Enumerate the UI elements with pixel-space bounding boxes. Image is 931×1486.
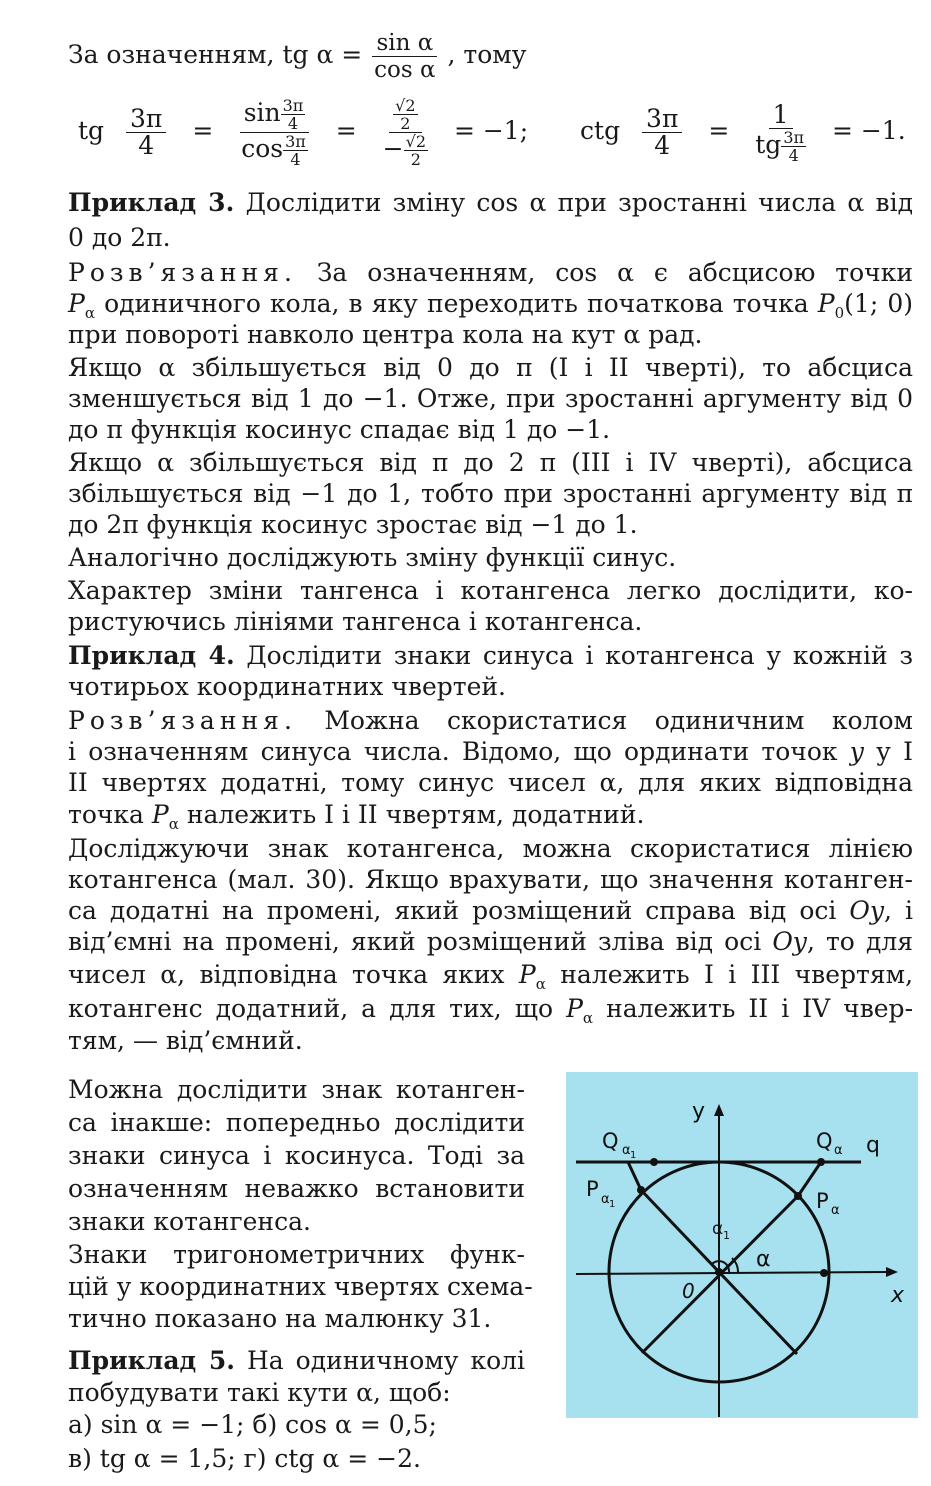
sqrt2-top-neg: √2 <box>405 132 426 151</box>
tg-word: tg <box>755 129 782 159</box>
ctg-symbol: ctg <box>580 116 621 145</box>
origin-point <box>715 1268 723 1276</box>
oy-axis-name: Oy <box>772 927 807 956</box>
point-p-alpha <box>794 1192 802 1200</box>
para7-line4 <box>68 927 913 957</box>
para7-text3a: са додатні на промені, який розміщений справа від осі <box>68 896 837 925</box>
para7-line1: Досліджуючи знак котангенса, можна скористатися лінією <box>68 834 913 863</box>
fraction-denominator: cos α <box>374 57 436 83</box>
example3-label: Приклад 3. <box>68 188 235 217</box>
alpha-sub: α <box>582 1009 594 1027</box>
ctg-arg-numerator: 3π <box>642 106 682 133</box>
para8-line2: са інакше: попередньо дослідити <box>68 1108 525 1137</box>
para7-text6d: належить II і IV чвер- <box>606 994 914 1023</box>
tangent-definition-line <box>68 30 526 83</box>
sqrt-denominator <box>379 133 432 168</box>
q-alpha1-label: Q <box>602 1129 619 1153</box>
segment-p1-q1 <box>628 1162 641 1190</box>
point-coords: (1; 0) <box>844 289 914 318</box>
para3-line2: збільшується від −1 до 1, тобто при зростанні аргументу від π <box>68 479 913 508</box>
para8-line3: знаки синуса і косинуса. Тоді за <box>68 1141 525 1170</box>
para2-line3: до π функція косинус спадає від 1 до −1. <box>68 415 611 444</box>
p-alpha1-sub: α <box>601 1192 610 1207</box>
sin-arg-num: 3π <box>282 96 304 115</box>
para9-line1: Знаки тригонометричних функ- <box>68 1240 525 1269</box>
para5-line1: Характер зміни тангенса і котангенса легко дослідити, ко- <box>68 576 913 605</box>
tangent-cotangent-formula <box>78 86 906 176</box>
equals-sign: = <box>192 116 214 145</box>
para9-line3: тично показано на малюнку 31. <box>68 1304 492 1333</box>
cos-arg-den: 4 <box>290 150 301 169</box>
q-alpha1-sub1: 1 <box>630 1150 637 1161</box>
y-axis-label: y <box>692 1099 706 1124</box>
minus-sign: − <box>382 134 404 163</box>
para8-line1: Можна дослідити знак котанген- <box>68 1075 525 1104</box>
p-symbol: P <box>518 960 536 989</box>
para7-text3c: , і <box>884 896 913 925</box>
cos-denominator <box>237 133 312 168</box>
para7-text4a: від’ємні на промені, який розміщений зліва від осі <box>68 927 762 956</box>
para7-text6a: котангенс додатний, а для тих, що <box>68 994 554 1023</box>
para2-line1: Якщо α збільшується від 0 до π (I і II чверті), то абсциса <box>68 353 913 382</box>
point-p0 <box>820 1269 828 1277</box>
para3-line1: Якщо α збільшується від π до 2 π (III і IV чверті), абсциса <box>68 448 913 477</box>
para3-line3: до 2π функція косинус зростає від −1 до 1. <box>68 510 638 539</box>
sin-over-cos-fraction <box>237 97 312 168</box>
example3-line2: 0 до 2π. <box>68 223 171 252</box>
q-alpha-label: Q <box>816 1129 833 1153</box>
example4-text: Дослідити знаки синуса і котангенса у кожній з <box>246 641 913 670</box>
solution2-line2 <box>68 737 913 767</box>
cos-word: cos <box>241 134 284 163</box>
x-axis-arrow <box>886 1267 898 1277</box>
sqrt2-over-2 <box>393 97 417 132</box>
para2-line2: зменшується від 1 до −1. Отже, при зростанні аргументу від 0 <box>68 384 913 413</box>
point-p-alpha1 <box>637 1186 645 1194</box>
sin-cos-fraction <box>370 30 439 83</box>
p-alpha-label: P <box>816 1189 829 1213</box>
q-line-label: q <box>866 1133 880 1158</box>
alpha-sub: α <box>84 304 95 322</box>
arg-denominator: 4 <box>138 131 155 160</box>
para8-line5: знаки котангенса. <box>68 1207 311 1236</box>
definition-tail: , тому <box>447 40 527 69</box>
equals-sign: = <box>335 116 357 145</box>
solution-label: Розв’язання. <box>68 258 297 287</box>
solution2-text4: точка <box>68 800 144 829</box>
example5-line2: побудувати такі кути α, щоб: <box>68 1378 451 1407</box>
p-symbol: P <box>566 994 583 1023</box>
two-bottom-neg: 2 <box>410 150 421 169</box>
solution1-line3: при повороті навколо центра кола на кут α рад. <box>68 320 703 349</box>
y-axis-arrow <box>714 1104 724 1116</box>
p-alpha-sub: α <box>831 1203 840 1218</box>
p-alpha1-label: P <box>586 1177 599 1201</box>
point-q-alpha1 <box>650 1158 658 1166</box>
solution2-text5: належить I і II чвертям, додатний. <box>186 800 645 829</box>
tg-arg-den: 4 <box>788 145 799 165</box>
example4-line1 <box>68 641 913 671</box>
example5-text: На одиничному колі <box>246 1346 525 1375</box>
ctg-argument-fraction <box>642 106 682 159</box>
neg-sqrt2-over-2 <box>404 133 428 168</box>
alpha1-angle-label: α <box>712 1219 724 1239</box>
tg-denominator <box>751 129 810 164</box>
example5-line3: а) sin α = −1; б) cos α = 0,5; <box>68 1410 437 1439</box>
unit-circle-diagram <box>566 1072 918 1418</box>
para7-text5a: чисел α, відповідна точка яких <box>68 960 505 989</box>
p-symbol: P <box>151 800 169 829</box>
fraction-numerator: sin α <box>372 30 437 57</box>
sqrt2-top: √2 <box>395 96 416 115</box>
para7-line3 <box>68 896 913 926</box>
sin-numerator <box>240 97 310 133</box>
equals-sign: = <box>708 116 730 145</box>
para4-line1: Аналогічно досліджують зміну функції синус. <box>68 543 677 572</box>
unit-circle-figure <box>566 1072 918 1418</box>
one-over-tg-fraction <box>751 99 810 165</box>
tg-argument-fraction <box>126 106 166 159</box>
solution2-line1 <box>68 706 913 736</box>
solution2-text2: і означенням синуса числа. Відомо, що ординати точок <box>68 737 838 766</box>
solution1-line1 <box>68 258 913 288</box>
x-axis-label: x <box>891 1283 905 1308</box>
tg-result: = −1; <box>453 116 529 145</box>
example3-text: Дослідити зміну cos α при зростанні числа α від <box>245 188 914 217</box>
oy-axis-name: Oy <box>849 896 885 925</box>
example4-label: Приклад 4. <box>68 641 235 670</box>
example5-line1 <box>68 1346 525 1376</box>
solution2-text: Можна скористатися одиничним колом <box>324 706 913 735</box>
para7-text4c: , то для <box>806 927 914 956</box>
example3-line1 <box>68 188 913 218</box>
sqrt-numerator <box>389 97 421 133</box>
sin-arg-den: 4 <box>287 114 299 133</box>
solution-label: Розв’язання. <box>68 706 297 735</box>
example5-label: Приклад 5. <box>68 1346 235 1375</box>
para5-line2: ристуючись лініями тангенса і котангенса. <box>68 607 643 636</box>
sqrt-fraction <box>379 97 432 168</box>
alpha-angle-label: α <box>756 1247 771 1272</box>
para7-line7: тям, — від’ємний. <box>68 1026 303 1055</box>
tg-arg-num: 3π <box>783 127 805 147</box>
para7-text5d: належить I і III чвертям, <box>560 960 914 989</box>
y-symbol: y <box>849 737 864 766</box>
tg-symbol: tg <box>78 116 105 145</box>
two-bottom: 2 <box>400 114 411 133</box>
arg-numerator: 3π <box>126 106 166 133</box>
sin-word: sin <box>243 98 281 127</box>
cos-arg-num: 3π <box>285 132 306 151</box>
solution1-text2: одиничного кола, в яку переходить початкова точка <box>104 289 809 318</box>
alpha1-angle-sub: 1 <box>723 1229 730 1242</box>
solution1-text: За означенням, cos α є абсцисою точки <box>316 258 913 287</box>
origin-label: 0 <box>682 1279 695 1303</box>
q-alpha1-sub: α <box>622 1143 631 1158</box>
alpha-sub: α <box>168 815 179 833</box>
para9-line2: цій у координатних чвертях схема- <box>68 1272 533 1301</box>
q-alpha-sub: α <box>834 1143 843 1158</box>
ctg-result: = −1. <box>831 116 906 145</box>
cos-arg <box>283 133 308 168</box>
example5-line4: в) tg α = 1,5; г) ctg α = −2. <box>68 1444 421 1473</box>
solution2-text3: у I <box>876 737 913 766</box>
solution2-line3: II чвертях додатні, тому синус чисел α, для яких відповідна <box>68 768 913 797</box>
definition-text: За означенням, tg α = <box>68 40 363 69</box>
p0-symbol: P <box>817 289 835 318</box>
ctg-arg-denominator: 4 <box>654 131 671 160</box>
tg-arg <box>781 129 806 164</box>
zero-sub: 0 <box>834 304 845 322</box>
sin-arg <box>281 97 306 132</box>
one-numerator: 1 <box>769 102 793 129</box>
example4-line2: чотирьох координатних чвертей. <box>68 672 506 701</box>
p-alpha1-sub1: 1 <box>609 1199 616 1210</box>
alpha-sub: α <box>535 975 546 993</box>
para7-line2: котангенса (мал. 30). Якщо врахувати, що значення котанген- <box>68 865 913 894</box>
p-symbol: P <box>68 289 85 318</box>
para8-line4: означенням неважко встановити <box>68 1174 525 1203</box>
point-q-alpha <box>817 1158 825 1166</box>
